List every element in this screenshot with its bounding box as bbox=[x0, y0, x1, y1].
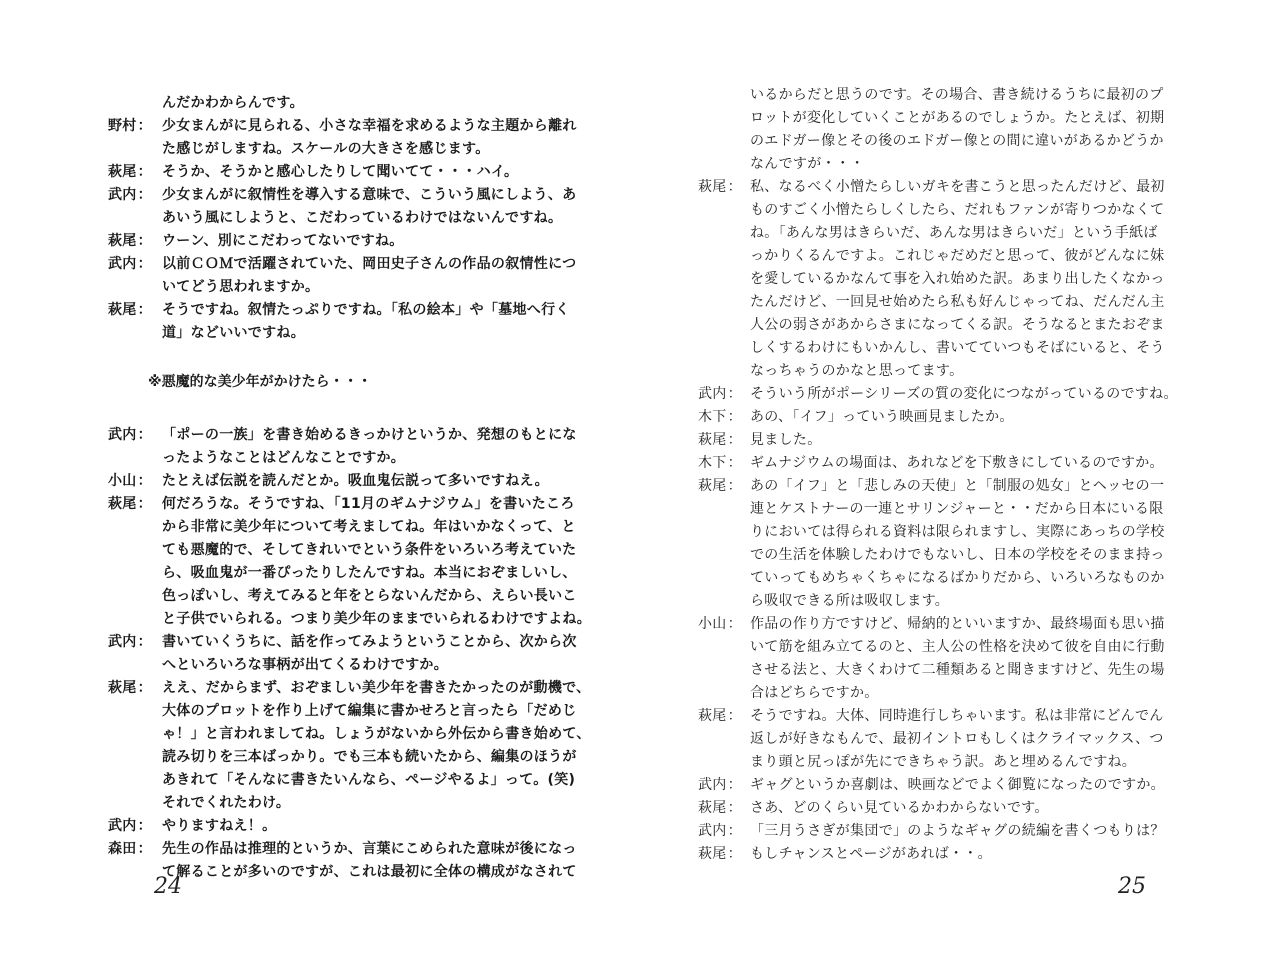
text-line: そうですね。大体、同時進行しちゃいます。私は非常にどんでん bbox=[750, 708, 1164, 724]
text-line: ギャグというか喜劇は、映画などでよく御覧になったのですか。 bbox=[750, 777, 1165, 793]
utterance bbox=[162, 92, 618, 115]
dialogue-entry bbox=[698, 406, 1258, 429]
dialogue-entry bbox=[698, 429, 1258, 452]
text-line: ね。「あんな男はきらいだ、あんな男はきらいだ」という手紙ば bbox=[750, 225, 1158, 241]
dialogue-block-before-heading bbox=[108, 92, 618, 345]
text-line: やりますねえ！。 bbox=[162, 818, 277, 834]
text-line: いるからだと思うのです。その場合、書き続けるうちに最初のプ bbox=[750, 87, 1164, 103]
text-line: 作品の作り方ですけど、帰納的といいますか、最終場面も思い描 bbox=[750, 616, 1165, 632]
text-line: ものすごく小憎たらしくしたら、だれもファンが寄りつかなくて bbox=[750, 202, 1165, 218]
speaker-colon: ： bbox=[727, 179, 742, 195]
utterance bbox=[750, 475, 1258, 613]
speaker-colon: ： bbox=[137, 302, 152, 318]
text-line: 「三月うさぎが集団で」のようなギャグの続編を書くつもりは？ bbox=[750, 823, 1165, 839]
speaker-name: 萩尾 bbox=[108, 680, 137, 696]
utterance bbox=[750, 176, 1258, 383]
text-line: たんだけど、一回見せ始めたら私も好んじゃってね、だんだん主 bbox=[750, 294, 1165, 310]
text-line: 見ました。 bbox=[750, 432, 822, 448]
utterance bbox=[162, 815, 618, 838]
text-line: ていってもめちゃくちゃになるばかりだから、いろいろなものか bbox=[750, 570, 1165, 586]
speaker-colon: ： bbox=[727, 478, 742, 494]
text-line: のエドガー像とその後のエドガー像との間に違いがあるかどうか bbox=[750, 133, 1164, 149]
utterance bbox=[162, 184, 618, 230]
right-page-text bbox=[698, 84, 1258, 866]
text-line: 返しが好きなもんで、最初イントロもしくはクライマックス、つ bbox=[750, 731, 1164, 747]
dialogue-entry bbox=[108, 424, 618, 470]
utterance bbox=[750, 797, 1258, 820]
dialogue-entry bbox=[698, 176, 1258, 383]
dialogue-entry bbox=[698, 84, 1258, 176]
text-line: あの、「イフ」っていう映画見ましたか。 bbox=[750, 409, 1014, 425]
text-line: から非常に美少年について考えましてね。年はいかなくって、と bbox=[162, 519, 576, 535]
dialogue-entry bbox=[108, 161, 618, 184]
speaker-label bbox=[698, 705, 750, 728]
speaker-colon: ： bbox=[137, 118, 152, 134]
utterance bbox=[162, 424, 618, 470]
text-line: 書いていくうちに、話を作ってみようということから、次から次 bbox=[162, 634, 577, 650]
speaker-name: 萩尾 bbox=[108, 496, 137, 512]
text-line: 何だろうな。そうですね、「11月のギムナジウム」を書いたころ bbox=[162, 496, 575, 512]
text-line: いて筋を組み立てるのと、主人公の性格を決めて彼を自由に行動 bbox=[750, 639, 1165, 655]
dialogue-entry bbox=[108, 253, 618, 299]
speaker-name: 萩尾 bbox=[698, 478, 727, 494]
text-line: あきれて「そんなに書きたいんなら、ページやるよ」って。(笑) bbox=[162, 772, 576, 788]
text-line: しくするわけにもいかんし、書いてていつもそばにいると、そう bbox=[750, 340, 1165, 356]
speaker-label bbox=[698, 475, 750, 498]
speaker-colon: ： bbox=[137, 680, 152, 696]
speaker-name: 小山 bbox=[108, 473, 137, 489]
speaker-colon: ： bbox=[137, 818, 152, 834]
utterance bbox=[162, 230, 618, 253]
text-line: ウーン、別にこだわってないですね。 bbox=[162, 233, 404, 249]
speaker-colon: ： bbox=[727, 432, 742, 448]
text-line: ら吸収できる所は吸収します。 bbox=[750, 593, 950, 609]
dialogue-entry bbox=[108, 92, 618, 115]
speaker-label bbox=[108, 815, 162, 838]
dialogue-entry bbox=[108, 493, 618, 631]
text-line: あいう風にしようと、こだわっているわけではないんですね。 bbox=[162, 210, 563, 226]
speaker-label bbox=[108, 253, 162, 276]
text-line: あの「イフ」と「悲しみの天使」と「制服の処女」とヘッセの一 bbox=[750, 478, 1165, 494]
text-line: た感じがしますね。スケールの大きさを感じます。 bbox=[162, 141, 490, 157]
text-line: 合はどちらですか。 bbox=[750, 685, 879, 701]
speaker-name: 萩尾 bbox=[698, 800, 727, 816]
text-line: ええ、だからまず、おぞましい美少年を書きたかったのが動機で、 bbox=[162, 680, 591, 696]
speaker-colon: ： bbox=[727, 800, 742, 816]
dialogue-entry bbox=[108, 838, 618, 884]
speaker-label bbox=[698, 774, 750, 797]
speaker-label bbox=[698, 429, 750, 452]
speaker-label bbox=[108, 631, 162, 654]
text-line: んだかわからんです。 bbox=[162, 95, 304, 111]
speaker-colon: ： bbox=[727, 386, 742, 402]
utterance bbox=[162, 161, 618, 184]
section-heading: ※悪魔的な美少年がかけたら・・・ bbox=[148, 374, 372, 390]
dialogue-block-after-heading bbox=[108, 424, 618, 884]
speaker-colon: ： bbox=[137, 233, 152, 249]
text-line: もしチャンスとページがあれば・・。 bbox=[750, 846, 992, 862]
dialogue-entry bbox=[108, 299, 618, 345]
speaker-label bbox=[108, 838, 162, 861]
dialogue-entry bbox=[698, 843, 1258, 866]
text-line: ら、吸血鬼が一番ぴったりしたんですね。本当におぞましいし、 bbox=[162, 565, 577, 581]
dialogue-entry bbox=[698, 613, 1258, 705]
text-line: ギムナジウムの場面は、あれなどを下敷きにしているのですか。 bbox=[750, 455, 1164, 471]
dialogue-entry bbox=[108, 815, 618, 838]
speaker-name: 萩尾 bbox=[108, 233, 137, 249]
dialogue-entry bbox=[108, 470, 618, 493]
utterance bbox=[162, 253, 618, 299]
text-line: させる法と、大きくわけて二種類あると聞きますけど、先生の場 bbox=[750, 662, 1165, 678]
dialogue-entry bbox=[698, 820, 1258, 843]
utterance bbox=[750, 843, 1258, 866]
dialogue-entry bbox=[698, 774, 1258, 797]
speaker-name: 武内 bbox=[108, 187, 137, 203]
text-line: なっちゃうのかなと思ってます。 bbox=[750, 363, 964, 379]
text-line: 大体のプロットを作り上げて編集に書かせろと言ったら「だめじ bbox=[162, 703, 577, 719]
speaker-colon: ： bbox=[727, 823, 742, 839]
speaker-name: 萩尾 bbox=[108, 302, 137, 318]
speaker-label bbox=[108, 424, 162, 447]
text-line: 道」などいいですね。 bbox=[162, 325, 305, 341]
speaker-name: 武内 bbox=[698, 823, 727, 839]
utterance bbox=[162, 631, 618, 677]
text-line: なんですが・・・ bbox=[750, 156, 865, 172]
speaker-name: 森田 bbox=[108, 841, 137, 857]
utterance bbox=[750, 406, 1258, 429]
speaker-label bbox=[698, 383, 750, 406]
speaker-name: 武内 bbox=[698, 386, 727, 402]
utterance bbox=[162, 838, 618, 884]
utterance bbox=[162, 493, 618, 631]
speaker-label bbox=[108, 115, 162, 138]
speaker-colon: ： bbox=[137, 256, 152, 272]
speaker-label bbox=[108, 299, 162, 322]
dialogue-entry bbox=[108, 631, 618, 677]
speaker-colon: ： bbox=[137, 427, 152, 443]
text-line: 色っぽいし、考えてみると年をとらないんだから、えらい長いこ bbox=[162, 588, 577, 604]
text-line: へといろいろな事柄が出てくるわけですか。 bbox=[162, 657, 448, 673]
speaker-colon: ： bbox=[727, 616, 742, 632]
text-line: りにおいては得られる資料は限られますし、実際にあっちの学校 bbox=[750, 524, 1165, 540]
utterance bbox=[750, 613, 1258, 705]
speaker-colon: ： bbox=[137, 473, 152, 489]
text-line: 以前ＣＯＭで活躍されていた、岡田史子さんの作品の叙情性につ bbox=[162, 256, 577, 272]
utterance bbox=[750, 774, 1258, 797]
speaker-label bbox=[698, 176, 750, 199]
speaker-name: 萩尾 bbox=[698, 432, 727, 448]
right-page bbox=[640, 0, 1280, 967]
text-line: て解ることが多いのですが、これは最初に全体の構成がなされて bbox=[162, 864, 577, 880]
text-line: ゃ！」と言われましてね。しょうがないから外伝から書き始めて、 bbox=[162, 726, 591, 742]
speaker-colon: ： bbox=[727, 409, 742, 425]
utterance bbox=[750, 84, 1258, 176]
speaker-label bbox=[698, 797, 750, 820]
left-page-text bbox=[108, 92, 618, 884]
speaker-label bbox=[108, 493, 162, 516]
text-line: そうか、そうかと感心したりして聞いてて・・・ハイ。 bbox=[162, 164, 519, 180]
text-line: と子供でいられる。つまり美少年のままでいられるわけですよね。 bbox=[162, 611, 591, 627]
speaker-label bbox=[108, 161, 162, 184]
speaker-name: 武内 bbox=[108, 634, 137, 650]
text-line: 「ポーの一族」を書き始めるきっかけというか、発想のもとにな bbox=[162, 427, 577, 443]
speaker-colon: ： bbox=[137, 496, 152, 512]
speaker-name: 萩尾 bbox=[698, 708, 727, 724]
text-line: 人公の弱さがあからさまになってくる訳。そうなるとまたおぞま bbox=[750, 317, 1165, 333]
speaker-label bbox=[698, 406, 750, 429]
utterance bbox=[750, 705, 1258, 774]
speaker-name: 武内 bbox=[698, 777, 727, 793]
text-line: 先生の作品は推理的というか、言葉にこめられた意味が後になっ bbox=[162, 841, 577, 857]
text-line: ロットが変化していくことがあるのでしょうか。たとえば、初期 bbox=[750, 110, 1165, 126]
utterance bbox=[750, 452, 1258, 475]
speaker-colon: ： bbox=[727, 455, 742, 471]
speaker-name: 木下 bbox=[698, 455, 727, 471]
speaker-name: 武内 bbox=[108, 427, 137, 443]
text-line: それでくれたわけ。 bbox=[162, 795, 291, 811]
text-line: そういう所がポーシリーズの質の変化につながっているのですね。 bbox=[750, 386, 1178, 402]
speaker-label bbox=[108, 184, 162, 207]
utterance bbox=[162, 677, 618, 815]
text-line: 少女まんがに叙情性を導入する意味で、こういう風にしよう、あ bbox=[162, 187, 577, 203]
speaker-label bbox=[698, 613, 750, 636]
text-line: っかりくるんですよ。これじゃだめだと思って、彼がどんなに妹 bbox=[750, 248, 1165, 264]
speaker-colon: ： bbox=[137, 841, 152, 857]
speaker-colon: ： bbox=[137, 187, 152, 203]
text-line: 少女まんがに見られる、小さな幸福を求めるような主題から離れ bbox=[162, 118, 577, 134]
speaker-label bbox=[108, 230, 162, 253]
text-line: 読み切りを三本ばっかり。でも三本も続いたから、編集のほうが bbox=[162, 749, 577, 765]
utterance bbox=[750, 429, 1258, 452]
utterance bbox=[750, 820, 1258, 843]
speaker-name: 小山 bbox=[698, 616, 727, 632]
text-line: そうですね。叙情たっぷりですね。「私の絵本」や「墓地へ行く bbox=[162, 302, 570, 318]
speaker-colon: ： bbox=[727, 708, 742, 724]
text-line: での生活を体験したわけでもないし、日本の学校をそのまま持っ bbox=[750, 547, 1165, 563]
text-line: を愛しているかなんて事を入れ始めた訳。あまり出したくなかっ bbox=[750, 271, 1165, 287]
utterance bbox=[162, 115, 618, 161]
dialogue-entry bbox=[698, 383, 1258, 406]
dialogue-entry bbox=[108, 677, 618, 815]
speaker-name: 木下 bbox=[698, 409, 727, 425]
speaker-name: 萩尾 bbox=[698, 179, 727, 195]
speaker-label bbox=[698, 820, 750, 843]
speaker-colon: ： bbox=[137, 634, 152, 650]
dialogue-entry bbox=[698, 475, 1258, 613]
page-number-right: 25 bbox=[1118, 874, 1146, 899]
speaker-name: 武内 bbox=[108, 256, 137, 272]
dialogue-entry bbox=[698, 705, 1258, 774]
text-line: ったようなことはどんなことですか。 bbox=[162, 450, 406, 466]
dialogue-entry bbox=[108, 184, 618, 230]
text-line: 私、なるべく小憎たらしいガキを書こうと思ったんだけど、最初 bbox=[750, 179, 1165, 195]
dialogue-entry bbox=[698, 452, 1258, 475]
speaker-name: 武内 bbox=[108, 818, 137, 834]
speaker-label bbox=[698, 452, 750, 475]
utterance bbox=[162, 299, 618, 345]
utterance bbox=[162, 470, 618, 493]
speaker-name: 野村 bbox=[108, 118, 137, 134]
speaker-label bbox=[698, 843, 750, 866]
speaker-name: 萩尾 bbox=[108, 164, 137, 180]
text-line: ても悪魔的で、そしてきれいでという条件をいろいろ考えていた bbox=[162, 542, 577, 558]
text-line: たとえば伝説を読んだとか。吸血鬼伝説って多いですねえ。 bbox=[162, 473, 549, 489]
speaker-label bbox=[108, 677, 162, 700]
speaker-colon: ： bbox=[137, 164, 152, 180]
speaker-name: 萩尾 bbox=[698, 846, 727, 862]
dialogue-entry bbox=[108, 230, 618, 253]
text-line: まり頭と尻っぽが先にできちゃう訳。あと埋めるんですね。 bbox=[750, 754, 1137, 770]
utterance bbox=[750, 383, 1258, 406]
speaker-colon: ： bbox=[727, 777, 742, 793]
text-line: さあ、どのくらい見ているかわからないです。 bbox=[750, 800, 1049, 816]
dialogue-entry bbox=[108, 115, 618, 161]
page-number-left: 24 bbox=[154, 874, 182, 899]
text-line: 連とケストナーの一連とサリンジャーと・・だから日本にいる限 bbox=[750, 501, 1164, 517]
dialogue-entry bbox=[698, 797, 1258, 820]
speaker-colon: ： bbox=[727, 846, 742, 862]
speaker-label bbox=[108, 470, 162, 493]
text-line: いてどう思われますか。 bbox=[162, 279, 320, 295]
